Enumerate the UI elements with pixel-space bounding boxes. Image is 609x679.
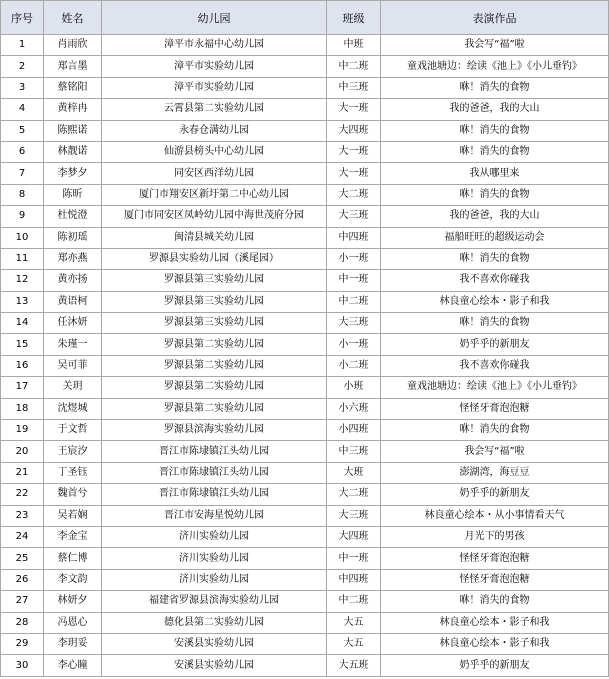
cell-index: 6	[1, 141, 44, 162]
cell-work: 咻！消失的食物	[381, 420, 609, 441]
cell-index: 28	[1, 612, 44, 633]
table-row	[1, 56, 609, 77]
cell-kindergarten: 漳平市永福中心幼儿园	[102, 35, 327, 56]
cell-kindergarten: 罗源县第二实验幼儿园	[102, 334, 327, 355]
table-row	[1, 227, 609, 248]
cell-kindergarten: 厦门市同安区凤岭幼儿园中海世茂府分园	[102, 206, 327, 227]
cell-name: 吴可菲	[44, 355, 102, 376]
table-row	[1, 184, 609, 205]
cell-kindergarten: 福建省罗源县滨海实验幼儿园	[102, 591, 327, 612]
table-row	[1, 633, 609, 654]
cell-work: 我会写“福”啦	[381, 35, 609, 56]
cell-class: 中四班	[327, 569, 381, 590]
cell-kindergarten: 仙游县榜头中心幼儿园	[102, 141, 327, 162]
table-row	[1, 569, 609, 590]
cell-kindergarten: 济川实验幼儿园	[102, 569, 327, 590]
cell-work: 林良童心绘本・影子和我	[381, 633, 609, 654]
cell-index: 5	[1, 120, 44, 141]
cell-work: 福船旺旺的超级运动会	[381, 227, 609, 248]
cell-class: 中二班	[327, 291, 381, 312]
cell-class: 大五	[327, 612, 381, 633]
cell-kindergarten: 罗源县第三实验幼儿园	[102, 270, 327, 291]
table-row	[1, 248, 609, 269]
cell-name: 陈昕	[44, 184, 102, 205]
cell-name: 李文韵	[44, 569, 102, 590]
cell-index: 2	[1, 56, 44, 77]
cell-work: 怪怪牙膏泡泡糖	[381, 548, 609, 569]
cell-class: 大一班	[327, 141, 381, 162]
cell-work: 奶乎乎的新朋友	[381, 655, 609, 676]
table-row	[1, 526, 609, 547]
table-header	[1, 1, 609, 35]
table-row	[1, 35, 609, 56]
cell-class: 大四班	[327, 120, 381, 141]
cell-index: 4	[1, 99, 44, 120]
cell-name: 王宸汐	[44, 441, 102, 462]
cell-kindergarten: 永春仓满幼儿园	[102, 120, 327, 141]
cell-index: 15	[1, 334, 44, 355]
cell-name: 李金宝	[44, 526, 102, 547]
cell-kindergarten: 德化县第二实验幼儿园	[102, 612, 327, 633]
cell-class: 大班	[327, 462, 381, 483]
cell-kindergarten: 罗源县第二实验幼儿园	[102, 398, 327, 419]
cell-index: 30	[1, 655, 44, 676]
table-row	[1, 334, 609, 355]
cell-class: 小班	[327, 377, 381, 398]
table-row	[1, 141, 609, 162]
cell-class: 大一班	[327, 163, 381, 184]
table-row	[1, 548, 609, 569]
table-body	[1, 35, 609, 677]
cell-class: 中一班	[327, 270, 381, 291]
cell-kindergarten: 同安区西洋幼儿园	[102, 163, 327, 184]
cell-kindergarten: 闽清县城关幼儿园	[102, 227, 327, 248]
cell-class: 中班	[327, 35, 381, 56]
cell-kindergarten: 漳平市实验幼儿园	[102, 77, 327, 98]
cell-name: 林靓诺	[44, 141, 102, 162]
table-row	[1, 441, 609, 462]
cell-class: 大二班	[327, 484, 381, 505]
cell-index: 21	[1, 462, 44, 483]
cell-name: 任沐妍	[44, 313, 102, 334]
cell-class: 大三班	[327, 313, 381, 334]
cell-name: 蔡铭阳	[44, 77, 102, 98]
cell-kindergarten: 云霄县第二实验幼儿园	[102, 99, 327, 120]
cell-class: 中三班	[327, 441, 381, 462]
cell-index: 24	[1, 526, 44, 547]
cell-work: 童戏池塘边：绘读《池上》《小儿垂钓》	[381, 56, 609, 77]
table-row	[1, 270, 609, 291]
cell-work: 我不喜欢你碰我	[381, 270, 609, 291]
cell-name: 李心瞳	[44, 655, 102, 676]
cell-work: 月光下的男孩	[381, 526, 609, 547]
cell-work: 怪怪牙膏泡泡糖	[381, 398, 609, 419]
cell-work: 奶乎乎的新朋友	[381, 484, 609, 505]
cell-class: 小六班	[327, 398, 381, 419]
table-row	[1, 120, 609, 141]
cell-work: 咻！消失的食物	[381, 77, 609, 98]
cell-work: 怪怪牙膏泡泡糖	[381, 569, 609, 590]
table-row	[1, 77, 609, 98]
cell-work: 咻！消失的食物	[381, 120, 609, 141]
cell-name: 郑亦燕	[44, 248, 102, 269]
cell-index: 3	[1, 77, 44, 98]
cell-index: 14	[1, 313, 44, 334]
table-row	[1, 398, 609, 419]
cell-class: 中三班	[327, 77, 381, 98]
cell-index: 11	[1, 248, 44, 269]
table-row	[1, 462, 609, 483]
cell-kindergarten: 晋江市陈埭镇江头幼儿园	[102, 462, 327, 483]
cell-name: 李梦夕	[44, 163, 102, 184]
cell-index: 10	[1, 227, 44, 248]
cell-name: 蔡仁博	[44, 548, 102, 569]
cell-kindergarten: 罗源县第二实验幼儿园	[102, 355, 327, 376]
cell-name: 吴若娴	[44, 505, 102, 526]
cell-name: 沈煜城	[44, 398, 102, 419]
cell-name: 肖雨欣	[44, 35, 102, 56]
cell-index: 27	[1, 591, 44, 612]
cell-index: 13	[1, 291, 44, 312]
cell-kindergarten: 厦门市翔安区新圩第二中心幼儿园	[102, 184, 327, 205]
table-row	[1, 420, 609, 441]
cell-work: 童戏池塘边：绘读《池上》《小儿垂钓》	[381, 377, 609, 398]
cell-work: 奶乎乎的新朋友	[381, 334, 609, 355]
cell-index: 26	[1, 569, 44, 590]
cell-work: 我不喜欢你碰我	[381, 355, 609, 376]
cell-kindergarten: 罗源县实验幼儿园（溪尾园）	[102, 248, 327, 269]
table-row	[1, 355, 609, 376]
cell-class: 小一班	[327, 248, 381, 269]
cell-work: 林良童心绘本・从小事情看天气	[381, 505, 609, 526]
cell-kindergarten: 罗源县第二实验幼儿园	[102, 377, 327, 398]
cell-index: 12	[1, 270, 44, 291]
cell-class: 中二班	[327, 56, 381, 77]
cell-index: 29	[1, 633, 44, 654]
cell-work: 咻！消失的食物	[381, 591, 609, 612]
cell-work: 林良童心绘本・影子和我	[381, 612, 609, 633]
cell-index: 9	[1, 206, 44, 227]
cell-kindergarten: 罗源县第三实验幼儿园	[102, 291, 327, 312]
cell-class: 大三班	[327, 206, 381, 227]
cell-name: 魏首兮	[44, 484, 102, 505]
cell-kindergarten: 罗源县第三实验幼儿园	[102, 313, 327, 334]
cell-work: 澎湖湾，海豆豆	[381, 462, 609, 483]
header-name: 姓名	[44, 1, 102, 35]
header-class: 班级	[327, 1, 381, 35]
cell-index: 7	[1, 163, 44, 184]
cell-kindergarten: 济川实验幼儿园	[102, 548, 327, 569]
cell-class: 小二班	[327, 355, 381, 376]
cell-class: 大三班	[327, 505, 381, 526]
cell-class: 大四班	[327, 526, 381, 547]
cell-name: 朱瑾一	[44, 334, 102, 355]
cell-work: 我会写“福”啦	[381, 441, 609, 462]
cell-name: 丁圣钰	[44, 462, 102, 483]
table-row	[1, 505, 609, 526]
cell-name: 郑言墨	[44, 56, 102, 77]
cell-name: 关玥	[44, 377, 102, 398]
cell-index: 18	[1, 398, 44, 419]
cell-class: 小一班	[327, 334, 381, 355]
cell-index: 16	[1, 355, 44, 376]
cell-work: 林良童心绘本・影子和我	[381, 291, 609, 312]
header-work: 表演作品	[381, 1, 609, 35]
cell-work: 咻！消失的食物	[381, 248, 609, 269]
table-row	[1, 206, 609, 227]
cell-name: 林妍夕	[44, 591, 102, 612]
header-index: 序号	[1, 1, 44, 35]
table-row	[1, 163, 609, 184]
cell-index: 17	[1, 377, 44, 398]
cell-index: 22	[1, 484, 44, 505]
cell-index: 19	[1, 420, 44, 441]
cell-work: 咻！消失的食物	[381, 184, 609, 205]
cell-work: 我从哪里来	[381, 163, 609, 184]
header-kindergarten: 幼儿园	[102, 1, 327, 35]
cell-index: 23	[1, 505, 44, 526]
cell-kindergarten: 罗源县滨海实验幼儿园	[102, 420, 327, 441]
table-row	[1, 612, 609, 633]
table-row	[1, 591, 609, 612]
cell-class: 大二班	[327, 184, 381, 205]
cell-work: 我的爸爸，我的大山	[381, 99, 609, 120]
header-row	[1, 1, 609, 35]
table-row	[1, 99, 609, 120]
cell-kindergarten: 晋江市陈埭镇江头幼儿园	[102, 441, 327, 462]
cell-name: 陈初瑶	[44, 227, 102, 248]
table-row	[1, 484, 609, 505]
table-row	[1, 377, 609, 398]
cell-class: 中四班	[327, 227, 381, 248]
cell-class: 大五	[327, 633, 381, 654]
cell-name: 于文哲	[44, 420, 102, 441]
cell-index: 25	[1, 548, 44, 569]
cell-index: 1	[1, 35, 44, 56]
cell-work: 咻！消失的食物	[381, 313, 609, 334]
cell-class: 大五班	[327, 655, 381, 676]
cell-index: 20	[1, 441, 44, 462]
cell-name: 冯恩心	[44, 612, 102, 633]
table-row	[1, 655, 609, 676]
cell-kindergarten: 晋江市安海星悦幼儿园	[102, 505, 327, 526]
table-row	[1, 313, 609, 334]
cell-kindergarten: 安溪县实验幼儿园	[102, 633, 327, 654]
cell-work: 我的爸爸，我的大山	[381, 206, 609, 227]
cell-name: 杜悦澄	[44, 206, 102, 227]
cell-class: 小四班	[327, 420, 381, 441]
cell-kindergarten: 漳平市实验幼儿园	[102, 56, 327, 77]
cell-kindergarten: 安溪县实验幼儿园	[102, 655, 327, 676]
cell-name: 黄语柯	[44, 291, 102, 312]
cell-name: 黄梓冉	[44, 99, 102, 120]
cell-name: 陈熙诺	[44, 120, 102, 141]
cell-kindergarten: 济川实验幼儿园	[102, 526, 327, 547]
cell-work: 咻！消失的食物	[381, 141, 609, 162]
cell-class: 中二班	[327, 591, 381, 612]
cell-name: 黄亦扬	[44, 270, 102, 291]
table-row	[1, 291, 609, 312]
cell-name: 李玥妥	[44, 633, 102, 654]
cell-class: 中一班	[327, 548, 381, 569]
cell-index: 8	[1, 184, 44, 205]
cell-kindergarten: 晋江市陈埭镇江头幼儿园	[102, 484, 327, 505]
cell-class: 大一班	[327, 99, 381, 120]
